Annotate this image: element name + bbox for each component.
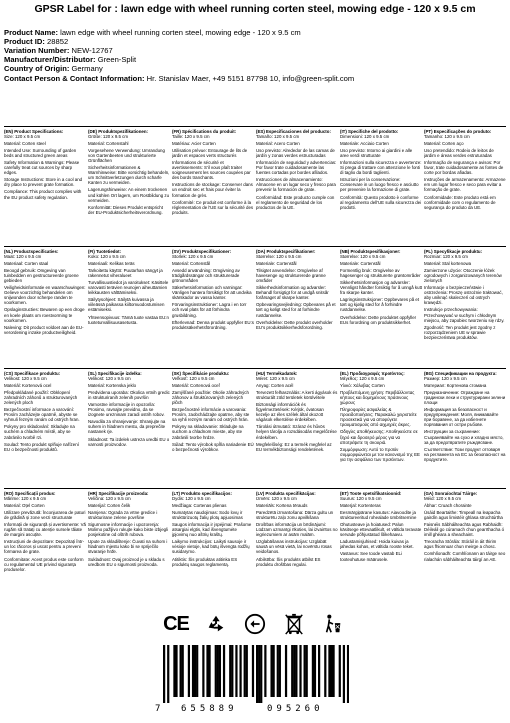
barcode-bar [279, 645, 281, 697]
spec-line: Eesmärgipärane kasutus: Aiavoodite ja struktureeritud rohealade ümbritsemine [340, 510, 417, 521]
spec-line: Sukladnost: Ovaj proizvod je u skladu s uredbom EU o sigurnosti proizvoda. [88, 556, 165, 567]
barcode-bar [167, 645, 169, 703]
language-heading: (FI) Tuotetiedot: [88, 249, 122, 254]
resy-icon [242, 611, 268, 637]
language-column [340, 249, 422, 342]
barcode-bar [306, 645, 308, 697]
product-info [4, 28, 510, 83]
spec-line: Uso previsto: Intorno ai giardini e alle aree verdi strutturate [340, 148, 413, 159]
spec-line: Safety Information & Warnings: Please carefully treat cut sources by sharp edges. [4, 160, 80, 176]
spec-line: Размер: 120 x 9.5 cm [424, 376, 467, 382]
spec-line: Numatytas naudojimas: Sodo lovų ir struktūrizuotų žalių plotų apjuosimas [172, 510, 243, 521]
info-label: Contact Person & Contact Information: [4, 73, 145, 83]
spec-line: Upute za skladištenje: Čuvati na suhom i hladnom mjestu kako bi se spriječilo stvaranje hrđe. [88, 539, 168, 555]
spec-line: Medžiaga: Cortenas plienas [172, 503, 227, 509]
spec-line: Bezpečnostní informace a varování: Prosím zacházejte opatrně, abyste se vyhnuli řezným ranám od ostrých hran. [4, 407, 80, 423]
spec-line: Navodila za shranjevanje: Shranjujte na suhem in hladnem mestu, da preprečite nastanek rje. [88, 419, 166, 435]
info-row-variation-number [4, 46, 510, 55]
language-heading: (SK) Špecifikácie produktu: [172, 371, 230, 376]
language-column [340, 371, 422, 464]
info-row-product-name [4, 28, 510, 37]
spec-line: Formentlig bruk: Omgivelse av hagesenger og strukturerte grøntområder [340, 268, 421, 279]
spec-line: Méid: 120 x 9.5 cm [424, 496, 462, 502]
language-column [424, 249, 506, 342]
spec-line: Drošības informācija un brīdinājumi: Lūdzam uzmanīgi rīkoties, lai izvairītos no iegriezumiem ar asām malām. [256, 522, 338, 538]
language-column [88, 491, 170, 574]
spec-line: Tilsigtet anvendelse: Omgivelse af havesenge og strukturerede grønne områder [256, 268, 326, 284]
spec-line: Tárolási útmutató: Száraz és hűvös helyen tárolja a rozsdásodás megelőzése érdekében. [256, 424, 337, 440]
language-column [4, 491, 86, 574]
spec-line: Velikost: 120 x 9.5 cm [4, 376, 47, 382]
language-heading: (HU) Termékadatok: [256, 371, 298, 376]
spec-line: Størrelse: 120 x 9.5 cm [340, 254, 386, 260]
info-row-contact [4, 74, 510, 83]
spec-line: Sikkerhedsinformation og advarsler: Behandl forsigtigt for at undgå snitsår forårsaget af skarpe kanter. [256, 285, 329, 301]
spec-line: Materiale: Cortenstål [256, 261, 297, 267]
language-column [424, 491, 506, 574]
language-column [256, 129, 338, 217]
spec-line: Materiale: Cortenstål [340, 261, 381, 267]
spec-line: Ohutusteave ja hoiatused: Palun käsitsege ettevaatlikult, et vältida teravate servade põhjustatud lõikehaavu. [340, 522, 422, 538]
language-heading: (LV) Produkta specifikācijas: [256, 491, 316, 496]
barcode-bar [223, 645, 225, 697]
barcode-bar [246, 645, 248, 697]
spec-line: Vastavus: See toode vastab ELi tooteohutuse määrusele. [340, 551, 402, 562]
spec-line: Opbevaringsvejledning: Opbevares på et tørt og køligt sted for at forhindre rustdannelse. [256, 302, 336, 318]
barcode-bar [304, 645, 306, 697]
spec-line: Uzglabāšanas instrukcijas: Uzglabāt sausā un vēsā vietā, lai novērstu rūsas veidošanos. [256, 539, 332, 555]
info-value: Green-Split [97, 55, 137, 65]
spec-line: Utilisation prévue: Entourage de lits de jardin et espaces verts structurés [172, 148, 248, 159]
language-column [340, 129, 422, 217]
spec-line: Konformität: Dieses Produkt entspricht der EU-Produktsicherheitsverordnung. [88, 204, 163, 215]
spec-line: Tamanho: 120 x 9.5 cm [424, 134, 470, 140]
spec-line: Mărime: 120 x 9.5 cm [4, 496, 47, 502]
spec-line: Veličina: 120 x 9.5 cm [88, 496, 131, 502]
info-label: Product ID: [4, 36, 45, 46]
language-heading: (BG) Спецификации на продукта: [424, 371, 497, 376]
spec-line: Overholdelse: Dette produktet oppfyller EUs forordning om produktsikkerhet. [340, 314, 417, 325]
spec-line: Conformidade: Este produto está em conformidade com o regulamento de segurança do produto da UE. [424, 194, 496, 210]
barcode-bar [330, 645, 332, 697]
barcode-bar [343, 645, 345, 703]
spec-line: Zamierzone użycie: Otoczenie łóżek ogrodowych i zorganizowanych terenów zielonych [424, 268, 502, 284]
spec-line: Tervezett felhasználás: A kerti ágyások és strukturált zöld területek körülvétele [256, 390, 338, 401]
spec-line: Materiał: Stal kortenowa [424, 261, 472, 267]
language-column [172, 371, 254, 464]
barcode-bar [293, 645, 295, 697]
spec-line: Säkerhetsinformation och varningar: Vänligen hantera försiktigt för att undvika skärskador av vassa kanter. [172, 285, 252, 301]
barcode-bar [219, 645, 221, 697]
spec-line: Overholdelse: Dette produkt overholder EU's produktsikkerhedsforordning. [256, 319, 333, 330]
barcode-bar [291, 645, 293, 697]
page-title: GPSR Label for : lawn edge with wheel running corten steel, mowing edge - 120 x 9.5 cm [34, 3, 476, 15]
divider [4, 246, 506, 247]
spec-line: Størrelse: 120 x 9.5 cm [256, 254, 302, 260]
language-block-1 [4, 129, 506, 217]
spec-line: Informații de siguranță și avertismente: Vă rugăm să tratați cu atenție sursele tăiate de margini ascuțite. [4, 522, 86, 538]
barcode-bar [332, 645, 334, 697]
language-block-3 [4, 371, 506, 464]
info-label: Country of Origin: [4, 64, 70, 74]
language-column [256, 491, 338, 574]
spec-line: Предназначение: Ограждане на градински лехи и структурирани зелени площи [424, 390, 506, 406]
barcode-bar [202, 645, 204, 697]
spec-line: Méret: 120 x 9.5 cm [256, 376, 295, 382]
spec-line: Tamaño: 120 x 9.5 cm [256, 134, 300, 140]
spec-line: Materiaal: Corten staal [4, 261, 49, 267]
recycle-icon [203, 611, 229, 637]
spec-line: Rozmiar: 120 x 9.5 cm [424, 254, 468, 260]
spec-line: Material: Corten aço [424, 141, 464, 147]
language-heading: (RO) Specificații produs: [4, 491, 56, 496]
spec-line: Informations de sécurité et avertissements: S'il vous plaît traiter soigneusement les sources coupées par des bords tranchants. [172, 160, 251, 181]
barcode-right-digits: 095260 [267, 704, 324, 714]
spec-line: Dydis: 120 x 9.5 cm [172, 496, 211, 502]
spec-line: Ladustamisjuhised: Hoida kuivas ja jahedas kohas, et vältida rooste teket. [340, 539, 414, 550]
language-heading: (LT) Produkto specifikacijos: [172, 491, 232, 496]
spec-line: Materiāls: Kortena tērauds [256, 503, 308, 509]
spec-line: Zamýšľané použitie: Okolie záhradných záhonov a štruktúrovaných zelených plôch [172, 390, 249, 406]
spec-line: Veľkosť: 120 x 9.5 cm [172, 376, 215, 382]
compliance-symbols [0, 611, 510, 639]
info-value: Germany [71, 64, 103, 74]
spec-line: Paredzētā izmantošana: Dārza gultu un strukturētu zaļo zonu apvilkšana [256, 510, 334, 521]
barcode-bar [312, 645, 314, 697]
language-heading: (ET) Toote spetsifikatsioonid: [340, 491, 402, 496]
spec-line: Namjena: Ograda za vrtne gredice i strukturirane zelene površine [88, 510, 158, 521]
barcode-bar [215, 645, 217, 697]
spec-line: Beoogd gebruik: Omgeving van tuinbedden en gestructureerde groene gebieden [4, 268, 79, 284]
spec-line: Conformidad: Este producto cumple con el reglamento de seguridad de los productos de la UE. [256, 194, 335, 210]
spec-line: Matériau: Acier Corten [172, 141, 216, 147]
spec-line: Materiál: Kortenová ocel [4, 383, 52, 389]
spec-line: Opslaginstructies: Bewaren op een droge en koele plaats om roestvorming te voorkomen. [4, 307, 85, 323]
barcode-bar [347, 645, 349, 703]
language-heading: (CS) Specifikace produktu: [4, 371, 61, 376]
spec-line: Instrucciones de almacenamiento: Almacene en un lugar seco y fresco para prevenir la formación de grate. [256, 177, 336, 193]
ean-barcode [155, 645, 355, 715]
divider [4, 126, 506, 127]
language-column [88, 249, 170, 342]
barcode-first-digit: 7 [155, 704, 161, 714]
spec-line: Материал: Кортенова стомана [424, 383, 487, 389]
spec-line: Lagerungshinweise: An einem trockenen und kühlen Ort lagern, um Rostbildung zu vermeiden. [88, 187, 170, 203]
spec-line: Utilizare prevăzută: Înconjurarea de paturi de grădină și zone verzi structurate [4, 510, 86, 521]
spec-line: Οδηγίες αποθήκευσης: Αποθηκεύστε σε ξηρό και δροσερό μέρος για να αποτρέψετε τη σκουριά. [340, 429, 418, 445]
spec-line: Storlek: 120 x 9.5 cm [172, 254, 214, 260]
info-row-manufacturer [4, 55, 510, 64]
info-row-country [4, 64, 510, 73]
spec-line: Pokyny na skladovanie: Skladujte na suchom a chladnom mieste, aby ste zabránili tvorbe hrdze. [172, 424, 244, 440]
barcode-bar [231, 645, 233, 697]
barcode-bar [285, 645, 287, 697]
divider [4, 488, 506, 489]
language-heading: (NB) Produktspesifikasjoner: [340, 249, 401, 254]
barcode-bar [163, 645, 165, 703]
spec-line: Съответствие: Този продукт отговаря на регламента на ЕС за безопасност на продуктите. [424, 446, 506, 462]
spec-line: Izmērs: 120 x 9.5 cm [256, 496, 297, 502]
barcode-bar [192, 645, 194, 697]
barcode-bar [299, 645, 301, 697]
barcode-bar [295, 645, 297, 697]
spec-line: Conformitate: Acest produs este conform cu regulamentul UE privind siguranța produselor. [4, 556, 84, 572]
barcode-bar [188, 645, 190, 697]
ce-mark-text: CE [163, 612, 189, 635]
spec-line: Avsedd användning: Omgivning av trädgårdssängar och strukturerade grönområden [172, 268, 240, 284]
info-value: 28852 [47, 36, 69, 46]
language-heading: (PT) Especificações do produto: [424, 129, 492, 134]
spec-line: Säilytysohjeet: Säilytä kuivassa ja viileässä paikassa kiiltomuodostumisen estämiseksi. [88, 297, 165, 313]
crossed-bin-icon [281, 611, 307, 637]
spec-line: Úsáid Beartaithe: Timpeall na leapacha gairdín agus limistéir ghlasa struchtúrtha [424, 510, 503, 521]
spec-line: Taille: 120 x 9.5 cm [172, 134, 210, 140]
spec-line: Πληροφορίες ασφαλείας & προειδοποιήσεις: Παρακαλώ χειριστείτε προσεκτικά για να αποφύγετε τραυματισμούς από αιχμηρές άκρες. [340, 407, 417, 428]
spec-line: Materjal: Kortenteras [340, 503, 381, 509]
spec-line: Intended Use: Surrounding of garden beds and structured green areas [4, 148, 77, 159]
spec-line: Conformité: Ce produit est conforme à la réglementation de l'UE sur la sécurité des produits. [172, 199, 254, 215]
barcode-bar [339, 645, 341, 697]
barcode-bar [180, 645, 182, 697]
spec-line: Συμμόρφωση: Αυτό το προϊόν συμμορφώνεται με τον κανονισμό της ΕΕ για την ασφάλεια των προϊόντων. [340, 446, 420, 462]
spec-line: Materiale: Acciaio Corten [340, 141, 389, 147]
language-column [424, 129, 506, 217]
spec-line: Megfelelőség: Ez a termék megfelel az EU termékbiztonsági rendeletének. [256, 441, 332, 452]
spec-line: Súlad: Tento výrobok spĺňa nariadenie EÚ o bezpečnosti výrobkov. [172, 441, 254, 452]
spec-line: Comhlíonadh: Comhlíonann an táirge seo rialachán sábháilteachta táirgí an AE. [424, 551, 506, 562]
spec-line: Vorgesehene Verwendung: Umrandung von Gartenbeeten und strukturierte Grünflächen [88, 148, 165, 164]
spec-line: Pokyny pro skladování: Skladujte na suchém a chladném místě, aby se zabránilo tvorbě rzi. [4, 424, 75, 440]
language-heading: (EL) Προδιαγραφές προϊόντος: [340, 371, 405, 376]
barcode-bar [258, 645, 260, 703]
spec-line: Saugos informacija ir įspėjimai: Prašome atsargiai elgtis, kad išvengtumėte įpjovimų nuo aštrių kraštų. [172, 522, 252, 538]
spec-line: Material: Corten steel [4, 141, 46, 147]
barcode-bar [208, 645, 210, 697]
spec-line: Инструкции за съхранение: Съхранявайте на сухо и хладно място, за да предотвратите ръждясване. [424, 429, 504, 445]
spec-line: Material: Cortenstahl [88, 141, 129, 147]
barcode-bars [163, 645, 349, 703]
spec-line: Koko: 120 x 9.5 cm [88, 254, 126, 260]
barcode-bar [173, 645, 175, 697]
spec-line: Μέγεθος: 120 x 9.5 cm [340, 376, 385, 382]
spec-line: Treoracha Stórála: Stóráil in áit thirim agus fhionnuar chun meirge a chosc. [424, 539, 497, 550]
info-row-product-id [4, 37, 510, 46]
barcode-bar [217, 645, 219, 697]
language-heading: (IT) Specifiche del prodotto: [340, 129, 399, 134]
spec-line: Förvaringsinstruktioner: Lagra i en torr och sval plats för att förhindra grusbildning. [172, 302, 247, 318]
barcode-bar [318, 645, 320, 697]
info-value: lawn edge with wheel running corten steel, mowing edge - 120 x 9.5 cm [60, 27, 301, 37]
label-page [0, 3, 510, 714]
spec-line: Bezpečnostné informácie a varovania: Prosím, zaobchádzajte opatrne, aby ste sa vyhli rezným ranám od ostrých hrán. [172, 407, 250, 423]
language-column [424, 371, 506, 464]
spec-line: Material: Cortenstål [172, 261, 211, 267]
language-column [256, 249, 338, 342]
spec-line: Soulad: Tento produkt splňuje nařízení EU o bezpečnosti produktů. [4, 441, 79, 452]
language-column [340, 491, 422, 574]
language-block-2 [4, 249, 506, 342]
spec-line: Προβλεπόμενη χρήση: Περιβάλλοντας κήπους και δομημένους πράσινους χώρους [340, 390, 415, 406]
barcode-bar [194, 645, 196, 697]
spec-line: Material: Kortenska jeklo [88, 383, 137, 389]
language-heading: (ES) Especificaciones del producto: [256, 129, 331, 134]
spec-line: Storage Instructions: Store in a cool and dry place to prevent grate formation. [4, 177, 83, 188]
spec-line: Uso previsto: Alrededor de las camas de jardín y zonas verdes estructuradas [256, 148, 335, 159]
language-heading: (GA) Sonraíochtaí Táirge: [424, 491, 478, 496]
spec-line: Sikkerhetsinformasjon og advarsler: Vennligst håndter forsiktig for å unngå kutt fra skarpe kanter. [340, 280, 422, 296]
language-heading: (SL) Specifikacije izdelka: [88, 371, 142, 376]
spec-line: Информация за безопасност и предупреждения: Моля, внимавайте при боравене, за да избегнете порязвания от остри ръбове. [424, 407, 499, 428]
spec-line: Instrucțiuni de depozitare: Depozitați într-un loc răcoros și uscat pentru a preveni formarea de grate. [4, 539, 85, 555]
language-heading: (EN) Product Specifications: [4, 129, 64, 134]
info-label: Product Name: [4, 27, 59, 37]
spec-line: Předpokládané použití: Obklopení zahradních záhonů a strukturovaných zelených ploch [4, 390, 78, 406]
barcode-bar [270, 645, 272, 697]
barcode-bar [244, 645, 246, 697]
info-value: NEW-12767 [71, 45, 113, 55]
language-column [4, 249, 86, 342]
spec-line: Predvidena uporaba: Okolica vrtnih gredic in strukturiranih zelenih površin [88, 390, 170, 401]
language-column [88, 371, 170, 464]
language-column [4, 371, 86, 464]
spec-line: Información de seguridad y advertencias: Por favor trate cuidadosamente las fuentes cortadas por bordes afilados. [256, 160, 337, 176]
spec-line: Conformità: Questo prodotto è conforme al regolamento dell'UE sulla sicurezza dei prodotti. [340, 194, 422, 210]
spec-line: Informacje o bezpieczeństwie i ostrzeżenia: Proszę ostrożnie traktować, aby uniknąć skaleczeń od ostrych krawędzi. [424, 285, 503, 306]
spec-line: Informação de segurança e avisos: Por favor, trate cuidadosamente as fontes de corte por bordas afiadas. [424, 160, 504, 176]
spec-line: Materiaali: Kelikas teräs [88, 261, 135, 267]
spec-line: Biztonsági információk és figyelmeztetések: Kérjük, óvatosan kezelje az éles szélek által okozott vágások elkerülése érdekében. [256, 402, 324, 423]
barcode-bar [229, 645, 231, 697]
language-column [172, 249, 254, 342]
barcode-bar [239, 645, 241, 697]
spec-line: Material: Acero Corten [256, 141, 300, 147]
spec-line: Instructions de stockage: Conserver dans un endroit sec et frais pour éviter la formation de grès. [172, 182, 253, 198]
spec-line: Sicherheitsinformationen & Warnhinweise: Bitte vorsichtig behandeln, um Schnittverletzungen durch scharfe Kanten zu vermeiden. [88, 165, 170, 186]
barcode-bar [175, 645, 177, 697]
barcode-bar [196, 645, 198, 697]
barcode-bar [235, 645, 237, 697]
spec-line: Faisnéis Sábháilteachta agus Rabhaidh: Déileáil go cúramach chun gearrthacha ó imill ghéara a sheachaint. [424, 522, 505, 538]
language-column [256, 371, 338, 464]
divider [4, 368, 506, 369]
spec-line: Istruzioni per la conservazione: Conservare in un luogo fresco e asciutto per prevenire la formazione di grate. [340, 177, 419, 193]
spec-line: Atbilstība: Šis produkts atbilst ES produktu drošības regulai. [256, 556, 321, 567]
info-label: Manufacturer/Distributor: [4, 55, 96, 65]
language-heading: (HR) Specifikacije proizvoda: [88, 491, 149, 496]
info-label: Variation Number: [4, 45, 70, 55]
ce-mark [163, 611, 189, 637]
barcode-bar [206, 645, 208, 697]
language-heading: (FR) Spécifications du produit: [172, 129, 237, 134]
barcode-left-digits: 655889 [181, 704, 238, 714]
spec-line: Anyag: Corten acél [256, 383, 294, 389]
language-column [4, 129, 86, 217]
language-heading: (NL) Productspecificaties: [4, 249, 59, 254]
language-column [88, 129, 170, 217]
spec-line: Maat: 120 x 9.5 cm [4, 254, 42, 260]
language-heading: (SV) Produktspecifikationer: [172, 249, 232, 254]
language-heading: (DE) Produktspezifikationen: [88, 129, 149, 134]
spec-line: Yhteensopivuus: Tämä tuote vastaa EU:n tuoteturvallisuusasetusta. [88, 314, 169, 325]
spec-line: Informazioni sulla sicurezza e avvertenze: Si prega di trattare con attenzione le fonti di taglio da bordi taglienti. [340, 160, 422, 176]
spec-line: Zgodność: Ten produkt jest zgodny z rozporządzeniem UE w sprawie bezpieczeństwa produktów. [424, 324, 496, 340]
spec-line: Velikost: 120 x 9.5 cm [88, 376, 131, 382]
tidyman-icon [320, 611, 346, 637]
barcode-bar [328, 645, 330, 697]
spec-line: Naleving: Dit product voldoet aan de EU-verordening inzake productveiligheid. [4, 324, 84, 335]
barcode-bar [182, 645, 184, 697]
language-column [172, 491, 254, 574]
spec-line: Sigurnosne informacije i upozorenja: Molimo pažljivo rukujte kako biste izbjegli posjekotine od oštrih rubova. [88, 522, 169, 538]
spec-line: Instruções de armazenamento: Armazene em um lugar fresco e seco para evitar a formação de grate. [424, 177, 506, 193]
spec-line: Efterlevnad: Denna produkt uppfyller EU:s produktsäkerhetsförordning. [172, 319, 254, 330]
spec-line: Varnostne informacije in opozorila: Prosimo, ravnajte previdno, da se izognete urezninam zaradi ostrih robov. [88, 402, 165, 418]
spec-line: Instrukcje przechowywania: Przechowywać w suchym i chłodnym miejscu, aby zapobiec tworzeniu się rdzy. [424, 307, 505, 323]
barcode-bar [314, 645, 316, 697]
barcode-bar [324, 645, 326, 697]
info-value: Hr. Stanislav Maer, +49 5151 87798 10, info@green-split.com [146, 73, 355, 83]
language-heading: (PL) Specyfikacje produktu: [424, 249, 483, 254]
language-column [172, 129, 254, 217]
spec-line: Υλικό: Χάλυβας Corten [340, 383, 385, 389]
spec-line: Turvallisuustiedot ja varoitukset: Käsittele varovasti terävien reunojen aiheuttamien leikkausten välttämiseksi. [88, 280, 169, 296]
barcode-bar [252, 645, 254, 697]
spec-line: Dimensioni: 120 x 9.5 cm [340, 134, 390, 140]
spec-line: Laikymo instrukcijos: Laikyti sausoje ir vėsioje vietoje, kad būtų išvengta rūdžių susidarymo. [172, 539, 250, 555]
spec-line: Größe: 120 x 9.5 cm [88, 134, 129, 140]
barcode-bar [264, 645, 266, 697]
spec-line: Skladnost: Ta izdelek ustreza uredbi EU o varnosti proizvodov. [88, 436, 170, 447]
spec-line: Veiligheidsinformatie en waarschuwingen: Gelieve voorzichtig behandelen om snijwonden door scherpe randen te voorkomen. [4, 285, 86, 306]
language-heading: (DA) Produktspecifikationer: [256, 249, 316, 254]
spec-line: Atitiktis: Šis produktas atitinka ES produktų saugos reglamentą. [172, 556, 238, 567]
spec-line: Size: 120 x 9.5 cm [4, 134, 41, 140]
spec-line: Materijal: Corten čelik [88, 503, 131, 509]
spec-line: Compliance: This product complies with the EU product safety regulation. [4, 189, 82, 200]
spec-line: Uso pretendido: Rodeio de leitos de jardim e áreas verdes estruturadas [424, 148, 494, 159]
spec-line: Tarkoitettu käyttö: Puutarhan sängyt ja rakennetut viheralueet [88, 268, 163, 279]
barcode-bar [273, 645, 275, 697]
barcode-bar [277, 645, 279, 697]
barcode-bar [256, 645, 258, 703]
spec-line: Ábhar: Cruach chorainte [424, 503, 472, 509]
barcode-bar [260, 645, 262, 703]
spec-line: Lagringsinstruksjoner: Oppbevares på et tørt og kjølig sted for å forhindre rustdannelse. [340, 297, 420, 313]
spec-line: Materiál: Cortenová oceľ [172, 383, 220, 389]
spec-line: Suurus: 120 x 9.5 cm [340, 496, 382, 502]
spec-line: Material: Oțel Corten [4, 503, 45, 509]
language-block-4 [4, 491, 506, 574]
